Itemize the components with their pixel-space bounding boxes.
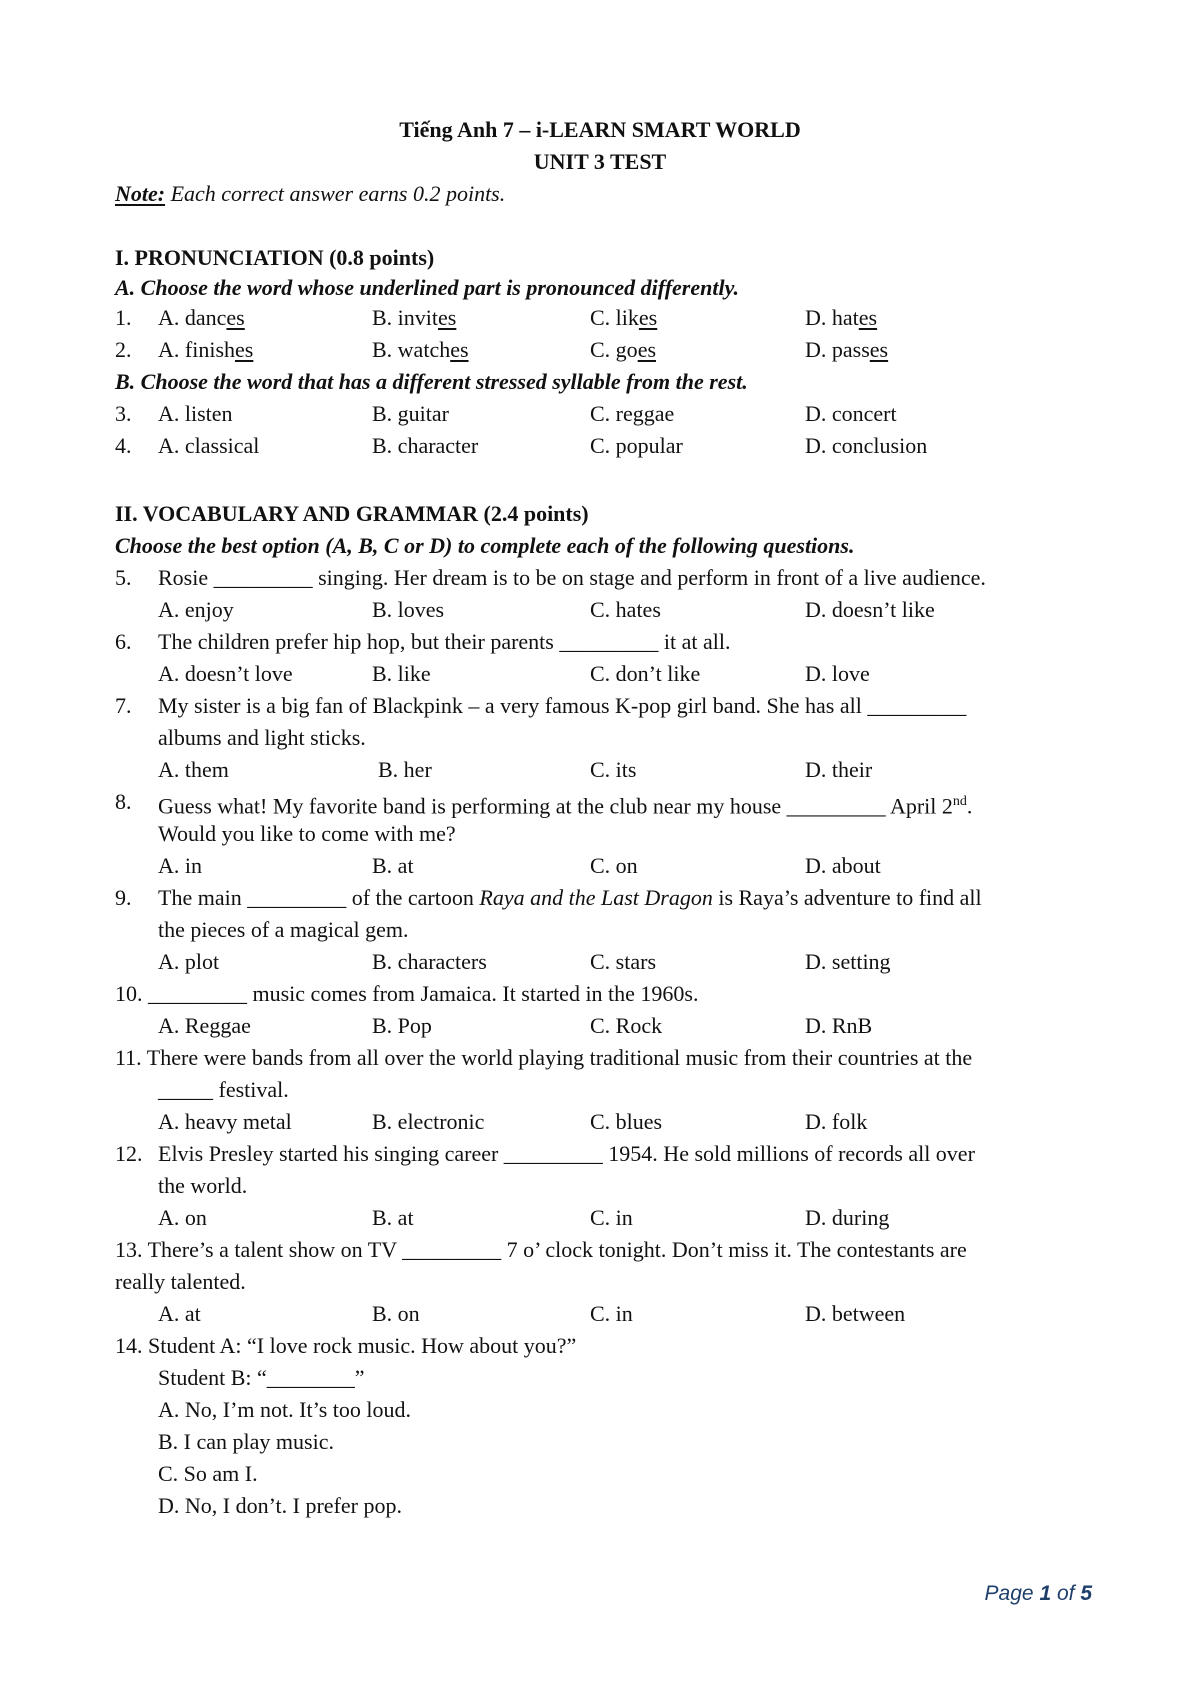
question-13-text-continued: really talented.: [115, 1269, 246, 1294]
option-b: B. at: [372, 1205, 414, 1230]
option-b: B. loves: [372, 597, 445, 622]
option-b: B. on: [372, 1301, 420, 1326]
question-11: 11. There were bands from all over the world playing traditional music from their countries at the: [115, 1045, 973, 1070]
question-number: 9.: [115, 885, 132, 910]
option-c: C. in: [590, 1301, 633, 1326]
note-label: Note:: [115, 181, 166, 206]
option-d: D. about: [805, 853, 881, 878]
option-a: A. on: [158, 1205, 207, 1230]
option-d: D. passes: [805, 337, 889, 362]
question-7-text-continued: albums and light sticks.: [158, 725, 366, 750]
question-text: The main _________ of the cartoon Raya and the Last Dragon is Raya’s adventure to find all: [158, 885, 982, 910]
option-c: C. stars: [590, 949, 656, 974]
option-a: A. plot: [158, 949, 220, 974]
option-c: C. So am I.: [158, 1461, 258, 1486]
question-number: 3.: [115, 401, 132, 426]
question-10: 10. _________ music comes from Jamaica. It started in the 1960s.: [115, 981, 699, 1006]
option-b: B. invites: [372, 305, 457, 330]
option-c: C. don’t like: [590, 661, 701, 686]
option-d: D. concert: [805, 401, 897, 426]
section-pronunciation-heading: I. PRONUNCIATION (0.8 points): [115, 245, 435, 270]
question-8-text-continued: Would you like to come with me?: [158, 821, 456, 846]
question-number: 4.: [115, 433, 132, 458]
option-c: C. likes: [590, 305, 658, 330]
question-number: 8.: [115, 789, 132, 814]
question-number: 5.: [115, 565, 132, 590]
option-b: B. guitar: [372, 401, 449, 426]
option-b: B. Pop: [372, 1013, 432, 1038]
note-text: Each correct answer earns 0.2 points.: [165, 181, 506, 206]
note-line: [115, 180, 505, 208]
page-number: Page 1 of 5: [984, 1582, 1092, 1605]
option-b: B. character: [372, 433, 479, 458]
option-c: C. goes: [590, 337, 657, 362]
question-text: Rosie _________ singing. Her dream is to be on stage and perform in front of a live audience.: [158, 565, 986, 590]
question-12-text-continued: the world.: [158, 1173, 248, 1198]
section-vocabulary-heading: II. VOCABULARY AND GRAMMAR (2.4 points): [115, 501, 589, 526]
option-b: B. I can play music.: [158, 1429, 334, 1454]
option-d: D. folk: [805, 1109, 868, 1134]
option-a: A. at: [158, 1301, 201, 1326]
cartoon-title: Raya and the Last Dragon: [479, 885, 713, 910]
question-13: 13. There’s a talent show on TV _________ 7 o’ clock tonight. Don’t miss it. The contestants are: [115, 1237, 967, 1262]
option-c: C. popular: [590, 433, 683, 458]
option-b: B. characters: [372, 949, 487, 974]
option-a: A. heavy metal: [158, 1109, 292, 1134]
unit-title: UNIT 3 TEST: [533, 149, 667, 174]
question-number: 7.: [115, 693, 132, 718]
option-d: D. RnB: [805, 1013, 873, 1038]
option-b: B. watches: [372, 337, 469, 362]
question-14: 14. Student A: “I love rock music. How about you?”: [115, 1333, 577, 1358]
question-14-text-continued: Student B: “________”: [158, 1365, 365, 1390]
option-b: B. her: [378, 757, 432, 782]
question-number: 2.: [115, 337, 132, 362]
question-number: 1.: [115, 305, 132, 330]
option-c: C. reggae: [590, 401, 675, 426]
option-a: A. enjoy: [158, 597, 234, 622]
option-c: C. its: [590, 757, 637, 782]
option-a: A. Reggae: [158, 1013, 251, 1038]
question-number: 6.: [115, 629, 132, 654]
document-title: Tiếng Anh 7 – i-LEARN SMART WORLD: [399, 117, 801, 142]
option-a: A. them: [158, 757, 229, 782]
section-vocabulary-instruction: Choose the best option (A, B, C or D) to complete each of the following questions.: [115, 533, 855, 558]
question-text: The children prefer hip hop, but their parents _________ it at all.: [158, 629, 731, 654]
option-d: D. hates: [805, 305, 878, 330]
option-c: C. on: [590, 853, 638, 878]
option-b: B. at: [372, 853, 414, 878]
option-a: A. finishes: [158, 337, 254, 362]
option-a: A. in: [158, 853, 202, 878]
question-text: Elvis Presley started his singing career _________ 1954. He sold millions of records all over: [158, 1141, 975, 1166]
question-text: My sister is a big fan of Blackpink – a very famous K-pop girl band. She has all _________: [158, 693, 967, 718]
option-c: C. blues: [590, 1109, 663, 1134]
option-c: C. Rock: [590, 1013, 663, 1038]
option-a: A. classical: [158, 433, 260, 458]
section-pronunciation-part-a: A. Choose the word whose underlined part is pronounced differently.: [115, 275, 740, 300]
option-d: D. No, I don’t. I prefer pop.: [158, 1493, 402, 1518]
option-a: A. listen: [158, 401, 233, 426]
option-d: D. conclusion: [805, 433, 928, 458]
question-9-text-continued: the pieces of a magical gem.: [158, 917, 409, 942]
option-d: D. their: [805, 757, 873, 782]
option-a: A. dances: [158, 305, 245, 330]
option-d: D. setting: [805, 949, 891, 974]
question-number: 12.: [115, 1141, 143, 1166]
option-a: A. No, I’m not. It’s too loud.: [158, 1397, 411, 1422]
option-c: C. hates: [590, 597, 661, 622]
option-d: D. doesn’t like: [805, 597, 935, 622]
question-text: Guess what! My favorite band is performing at the club near my house _________ April 2nd.: [158, 793, 973, 819]
section-pronunciation-part-b: B. Choose the word that has a different stressed syllable from the rest.: [115, 369, 748, 394]
question-11-text-continued: _____ festival.: [158, 1077, 289, 1102]
option-d: D. between: [805, 1301, 906, 1326]
option-b: B. electronic: [372, 1109, 485, 1134]
option-b: B. like: [372, 661, 431, 686]
option-a: A. doesn’t love: [158, 661, 293, 686]
option-d: D. love: [805, 661, 870, 686]
option-d: D. during: [805, 1205, 890, 1230]
option-c: C. in: [590, 1205, 633, 1230]
